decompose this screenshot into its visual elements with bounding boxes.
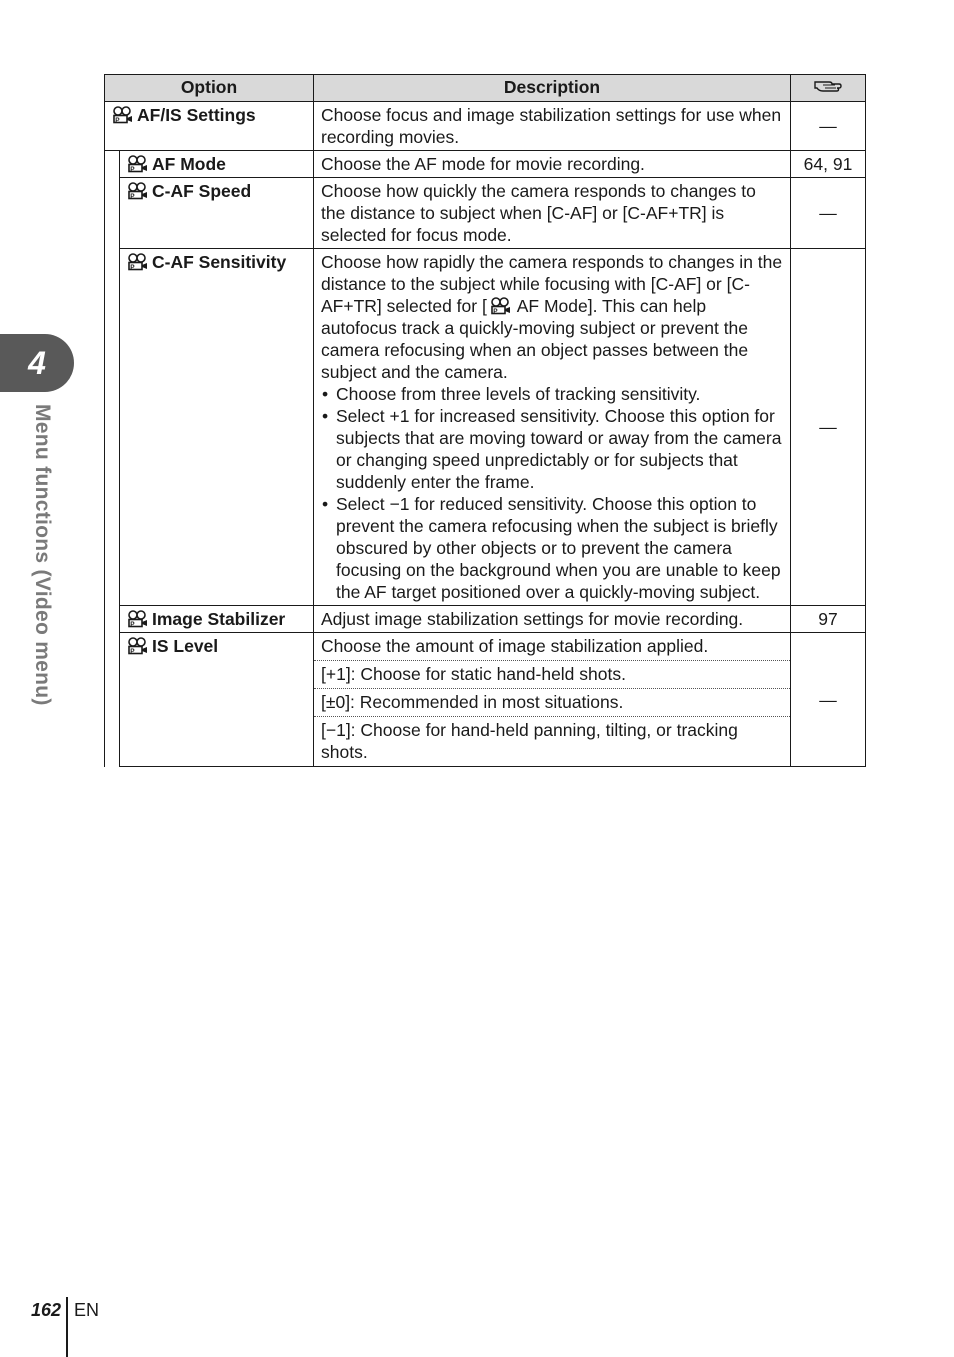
option-label: AF Mode [152,154,226,174]
table-row [105,178,866,249]
sub-description: [±0]: Recommended in most situations. [314,688,790,716]
table-row [105,606,866,633]
reference-cell: — [791,633,866,767]
option-label: Image Stabilizer [152,609,286,629]
description-text: AF Mode]. This can help autofocus track a quickly-moving subject or prevent the camera refocusing when an object passes between the subject and the camera. [321,296,749,382]
description-cell [314,249,791,606]
table-row [105,249,866,606]
bullet-item: • Select +1 for increased sensitivity. Choose this option for subjects that are moving toward or away from the camera or changing speed unpredictably or for subjects that suddenly enter the frame. [321,405,783,493]
description-cell: Choose how quickly the camera responds to changes to the distance to subject when [C-AF] or [C-AF+TR] is selected for focus mode. [314,178,791,249]
option-cell [120,633,314,767]
table-row [105,151,866,178]
description-cell [314,633,791,767]
page-number: 162 [31,1300,62,1320]
video-menu-table [104,74,865,767]
description-cell: Choose focus and image stabilization settings for use when recording movies. [314,102,791,151]
description-cell: Adjust image stabilization settings for movie recording. [314,606,791,633]
option-cell [120,249,314,606]
header-reference [791,75,866,102]
movie-icon [111,106,133,124]
option-cell [105,102,314,151]
sub-description: Choose the amount of image stabilization applied. [321,636,709,656]
option-cell [120,151,314,178]
option-cell [120,606,314,633]
footer-divider [66,1297,68,1357]
header-description: Description [314,75,791,102]
movie-icon [126,253,148,271]
chapter-title: Menu functions (Video menu) [31,404,54,706]
sub-description: [+1]: Choose for static hand-held shots. [314,660,790,688]
sub-description: [−1]: Choose for hand-held panning, tilting, or tracking shots. [314,716,790,766]
chapter-number: 4 [28,345,46,381]
reference-cell: 64, 91 [791,151,866,178]
movie-icon [126,610,148,628]
reference-cell: — [791,249,866,606]
description-cell: Choose the AF mode for movie recording. [314,151,791,178]
page-language: EN [74,1300,100,1320]
reference-cell: — [791,102,866,151]
movie-icon [126,182,148,200]
table-header-row [105,75,866,102]
bullet-list [321,383,783,603]
movie-icon [126,637,148,655]
table-row [105,633,866,767]
option-cell [120,178,314,249]
pointing-hand-icon [813,76,843,94]
bullet-item: • Choose from three levels of tracking sensitivity. [321,383,783,405]
header-option: Option [105,75,314,102]
option-label: C-AF Sensitivity [152,252,287,272]
bullet-item: • Select −1 for reduced sensitivity. Choose this option to prevent the camera refocusing when the subject is briefly obscured by other objects or to prevent the camera focusing on the background when you are unable to keep the AF target positioned over a quickly-moving subject. [321,493,783,603]
indent-cell [105,151,120,767]
description-text: Choose how rapidly the camera responds to changes in the distance to the subject while focusing with [C-AF] or [C-AF+TR] selected for [ [321,252,783,316]
movie-icon [126,155,148,173]
option-label: AF/IS Settings [137,105,256,125]
reference-cell: 97 [791,606,866,633]
reference-cell: — [791,178,866,249]
table-row [105,102,866,151]
option-label: IS Level [152,636,219,656]
option-label: C-AF Speed [152,181,252,201]
movie-icon [489,297,511,315]
